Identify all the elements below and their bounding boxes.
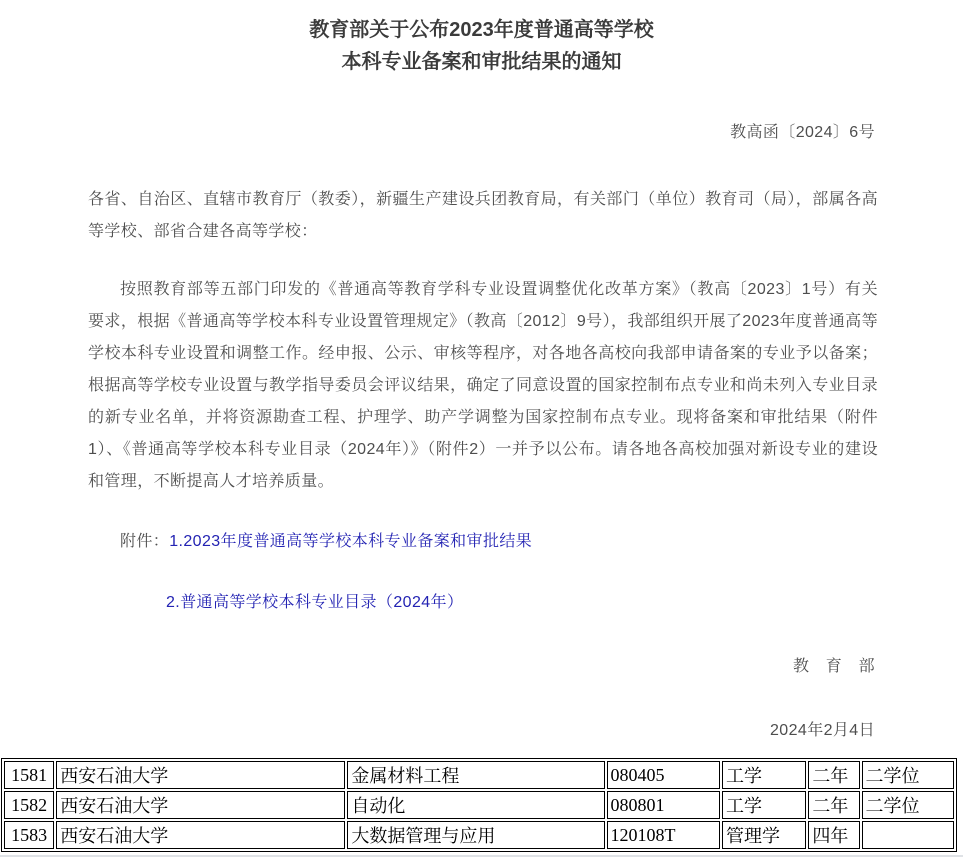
approval-result-table bbox=[1, 758, 957, 852]
cell-major: 自动化 bbox=[347, 791, 604, 819]
issuer-signature: 教 育 部 bbox=[792, 658, 875, 675]
cell-years: 二年 bbox=[808, 791, 859, 819]
document-number: 教高函〔2024〕6号 bbox=[730, 124, 875, 141]
cell-major: 大数据管理与应用 bbox=[347, 821, 604, 849]
cell-note: 二学位 bbox=[862, 791, 954, 819]
attachment-line-1 bbox=[120, 528, 532, 551]
body-paragraph: 按照教育部等五部门印发的《普通高等教育学科专业设置调整优化改革方案》（教高〔2023〕1号）有关要求，根据《普通高等学校本科专业设置管理规定》（教高〔2012〕9号），我部组织开展了2023年度普通高等学校本科专业设置和调整工作。经申报、公示、审核等程序，对各地各高校向我部申请备案的专业予以备案；根据高等学校专业设置与教学指导委员会评议结果，确定了同意设置的国家控制布点专业和尚未列入专业目录的新专业名单，并将资源勘查工程、护理学、助产学调整为国家控制布点专业。现将备案和审批结果（附件1）、《普通高等学校本科专业目录（2024年）》（附件2）一并予以公布。请各地各高校加强对新设专业的建设和管理，不断提高人才培养质量。 bbox=[88, 281, 878, 490]
page-title bbox=[0, 14, 963, 78]
cell-note: 二学位 bbox=[862, 761, 954, 789]
cell-school: 西安石油大学 bbox=[56, 821, 345, 849]
cell-major: 金属材料工程 bbox=[347, 761, 604, 789]
cell-code: 080405 bbox=[607, 761, 720, 789]
cell-code: 120108T bbox=[607, 821, 720, 849]
cell-degree: 管理学 bbox=[722, 821, 806, 849]
cell-degree: 工学 bbox=[722, 791, 806, 819]
table-row bbox=[4, 821, 954, 849]
cell-school: 西安石油大学 bbox=[56, 791, 345, 819]
cell-seq: 1583 bbox=[4, 821, 54, 849]
cell-years: 四年 bbox=[808, 821, 859, 849]
cell-years: 二年 bbox=[808, 761, 859, 789]
cell-seq: 1581 bbox=[4, 761, 54, 789]
attachments-label: 附件： bbox=[120, 533, 170, 550]
page-title-line1: 教育部关于公布2023年度普通高等学校 bbox=[309, 19, 654, 41]
cell-seq: 1582 bbox=[4, 791, 54, 819]
page-title-line2: 本科专业备案和审批结果的通知 bbox=[341, 51, 622, 73]
attachment-link-2[interactable]: 2.普通高等学校本科专业目录（2024年） bbox=[166, 594, 464, 611]
bottom-divider bbox=[0, 855, 963, 857]
attachment-link-1[interactable]: 1.2023年度普通高等学校本科专业备案和审批结果 bbox=[169, 533, 533, 550]
table-row bbox=[4, 791, 954, 819]
attachment-line-2 bbox=[166, 589, 463, 612]
cell-note bbox=[862, 821, 954, 849]
cell-school: 西安石油大学 bbox=[56, 761, 345, 789]
cell-degree: 工学 bbox=[722, 761, 806, 789]
salutation-paragraph: 各省、自治区、直辖市教育厅（教委），新疆生产建设兵团教育局，有关部门（单位）教育司（局），部属各高等学校、部省合建各高等学校： bbox=[88, 191, 878, 240]
issue-date: 2024年2月4日 bbox=[770, 722, 875, 739]
cell-code: 080801 bbox=[607, 791, 720, 819]
table-row bbox=[4, 761, 954, 789]
